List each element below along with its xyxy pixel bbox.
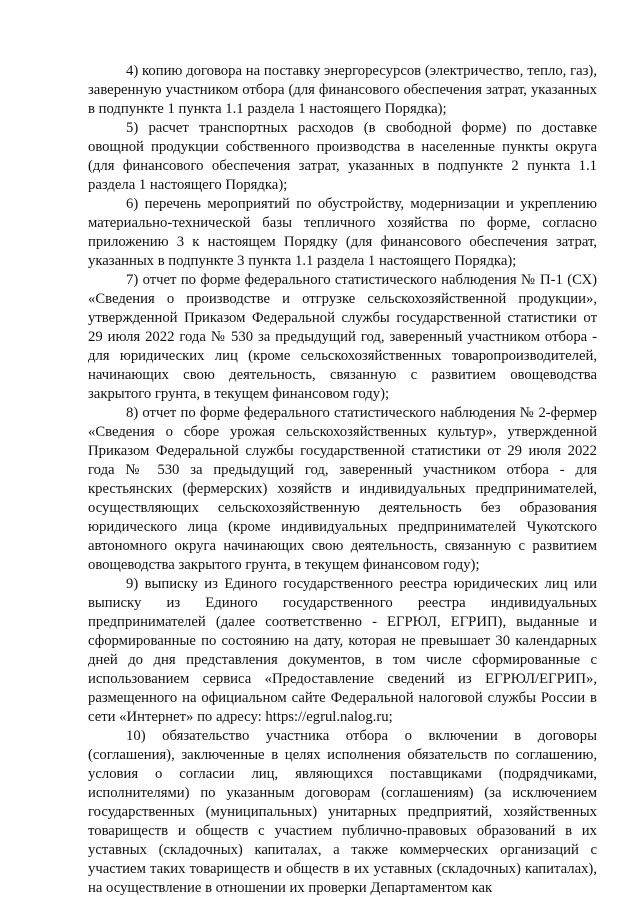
document-page <box>88 62 597 898</box>
paragraph-item-5: 5) расчет транспортных расходов (в свободной форме) по доставке овощной продукции собственного производства в населенные пункты округа (для финансового обеспечения затрат, указанных в подпункте 2 пункта 1.1 раздела 1 настоящего Порядка); <box>88 120 597 193</box>
paragraph-item-6: 6) перечень мероприятий по обустройству, модернизации и укреплению материально-технической базы тепличного хозяйства по форме, согласно приложению 3 к настоящем Порядку (для финансового обеспечения затрат, указанных в подпункте 3 пункта 1.1 раздела 1 настоящего Порядка); <box>88 196 597 269</box>
paragraph-item-7: 7) отчет по форме федерального статистического наблюдения № П-1 (СХ) «Сведения о производстве и отгрузке сельскохозяйственной продукции», утвержденной Приказом Федеральной службы государственной статистики от 29 июля 2022 года № 530 за предыдущий год, заверенный участником отбора - для юридических лиц (кроме сельскохозяйственных товаропроизводителей, начинающих свою деятельность, связанную с развитием овощеводства закрытого грунта, в текущем финансовом году); <box>88 272 597 402</box>
paragraph-item-9: 9) выписку из Единого государственного реестра юридических лиц или выписку из Единого государственного реестра индивидуальных предпринимателей (далее соответственно - ЕГРЮЛ, ЕГРИП), выданные и сформированные по состоянию на дату, которая не превышает 30 календарных дней до дня представления документов, в том числе сформированные с использованием сервиса «Предоставление сведений из ЕГРЮЛ/ЕГРИП», размещенного на официальном сайте Федеральной налоговой службы России в сети «Интернет» по адресу: https://egrul.nalog.ru; <box>88 576 597 725</box>
paragraph-item-8: 8) отчет по форме федерального статистического наблюдения № 2-фермер «Сведения о сборе урожая сельскохозяйственных культур», утвержденной Приказом Федеральной службы государственной статистики от 29 июля 2022 года № 530 за предыдущий год, заверенный участником отбора - для крестьянских (фермерских) хозяйств и индивидуальных предпринимателей, осуществляющих сельскохозяйственную деятельность без образования юридического лица (кроме индивидуальных предпринимателей Чукотского автономного округа начинающих свою деятельность, связанную с развитием овощеводства закрытого грунта, в текущем финансовом году); <box>88 405 597 573</box>
paragraph-item-4: 4) копию договора на поставку энергоресурсов (электричество, тепло, газ), заверенную участником отбора (для финансового обеспечения затрат, указанных в подпункте 1 пункта 1.1 раздела 1 настоящего Порядка); <box>88 63 597 117</box>
paragraph-item-10: 10) обязательство участника отбора о включении в договоры (соглашения), заключенные в целях исполнения обязательств по соглашению, условия о согласии лиц, являющихся поставщиками (подрядчиками, исполнителями) по указанным договорам (соглашениям) (за исключением государственных (муниципальных) унитарных предприятий, хозяйственных товариществ и обществ с участием публично-правовых образований в их уставных (складочных) капиталах, а также коммерческих организаций с участием таких товариществ и обществ в их уставных (складочных) капиталах), на осуществление в отношении их проверки Департаментом как <box>88 728 597 896</box>
